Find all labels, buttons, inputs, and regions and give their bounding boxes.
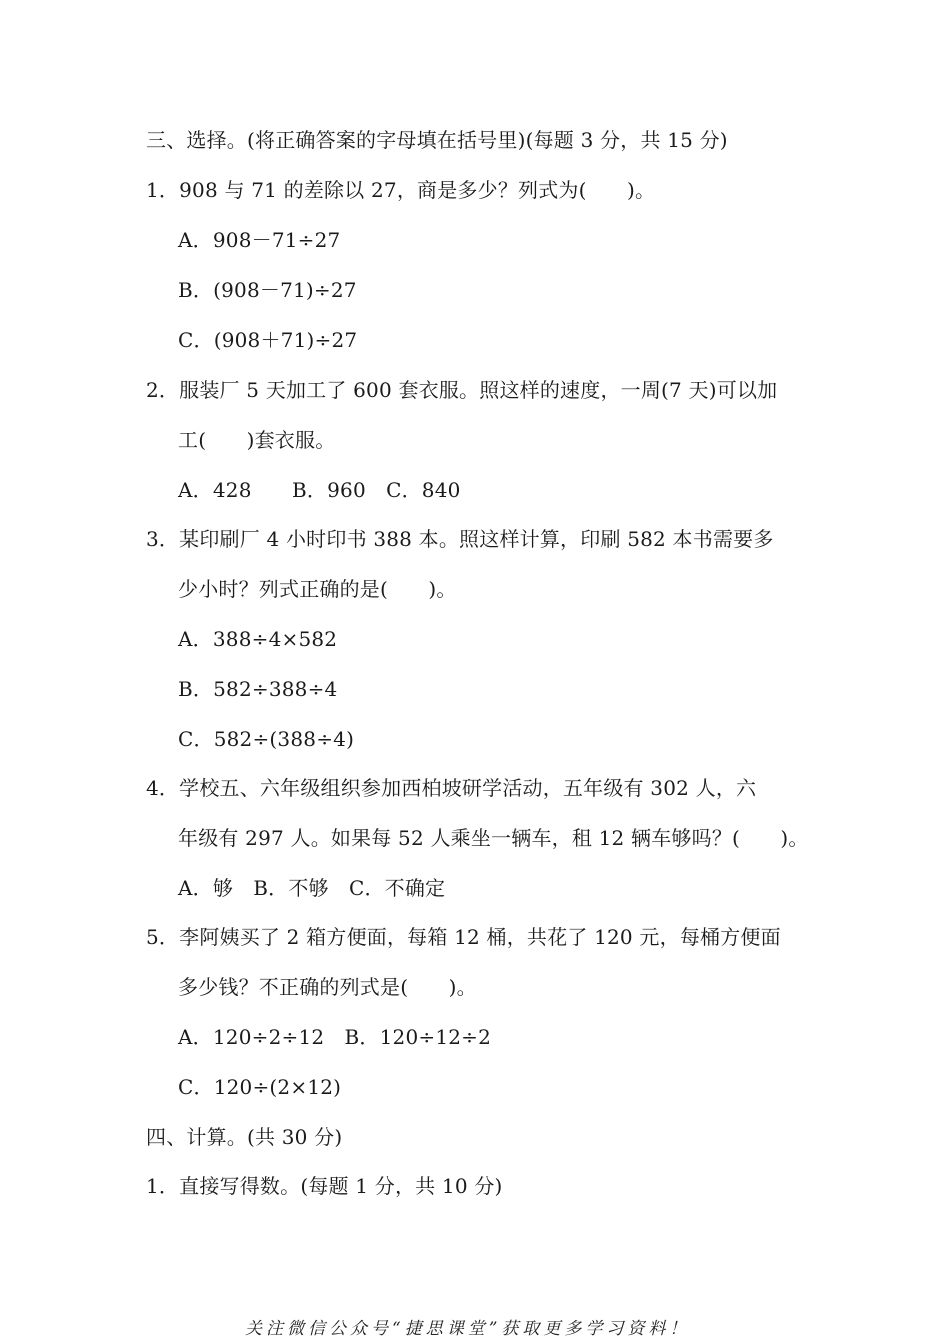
question-3-option-a: A．388÷4×582	[178, 627, 338, 651]
question-2-stem: 2．服装厂 5 天加工了 600 套衣服。照这样的速度，一周(7 天)可以加	[146, 378, 778, 402]
question-2-options: A．428 B．960 C．840	[178, 478, 461, 502]
question-4-stem-continued: 年级有 297 人。如果每 52 人乘坐一辆车，租 12 辆车够吗？( )。	[178, 826, 809, 850]
question-5-stem: 5．李阿姨买了 2 箱方便面，每箱 12 桶，共花了 120 元，每桶方便面	[146, 925, 781, 949]
question-5-option-c: C．120÷(2×12)	[178, 1075, 342, 1099]
footer-watermark-text: 关注微信公众号“捷思课堂”获取更多学习资料！	[245, 1319, 691, 1339]
section-3-heading: 三、选择。(将正确答案的字母填在括号里)(每题 3 分，共 15 分)	[146, 128, 728, 152]
question-3-stem: 3．某印刷厂 4 小时印书 388 本。照这样计算，印刷 582 本书需要多	[146, 527, 774, 551]
question-1-option-c: C．(908＋71)÷27	[178, 328, 358, 352]
question-4-options: A．够 B．不够 C．不确定	[178, 876, 446, 900]
question-5-stem-continued: 多少钱？不正确的列式是( )。	[178, 975, 477, 999]
section-4-question-1: 1．直接写得数。(每题 1 分，共 10 分)	[146, 1174, 503, 1198]
question-5-options-ab: A．120÷2÷12 B．120÷12÷2	[178, 1025, 492, 1049]
question-1-option-b: B．(908－71)÷27	[178, 278, 357, 302]
question-1-option-a: A．908－71÷27	[178, 228, 341, 252]
question-3-option-c: C．582÷(388÷4)	[178, 727, 355, 751]
question-3-stem-continued: 少小时？列式正确的是( )。	[178, 577, 457, 601]
question-1-stem: 1．908 与 71 的差除以 27，商是多少？列式为( )。	[146, 178, 656, 202]
question-2-stem-continued: 工( )套衣服。	[178, 428, 336, 452]
section-4-heading: 四、计算。(共 30 分)	[146, 1125, 343, 1149]
question-3-option-b: B．582÷388÷4	[178, 677, 338, 701]
question-4-stem: 4．学校五、六年级组织参加西柏坡研学活动，五年级有 302 人，六	[146, 776, 757, 800]
